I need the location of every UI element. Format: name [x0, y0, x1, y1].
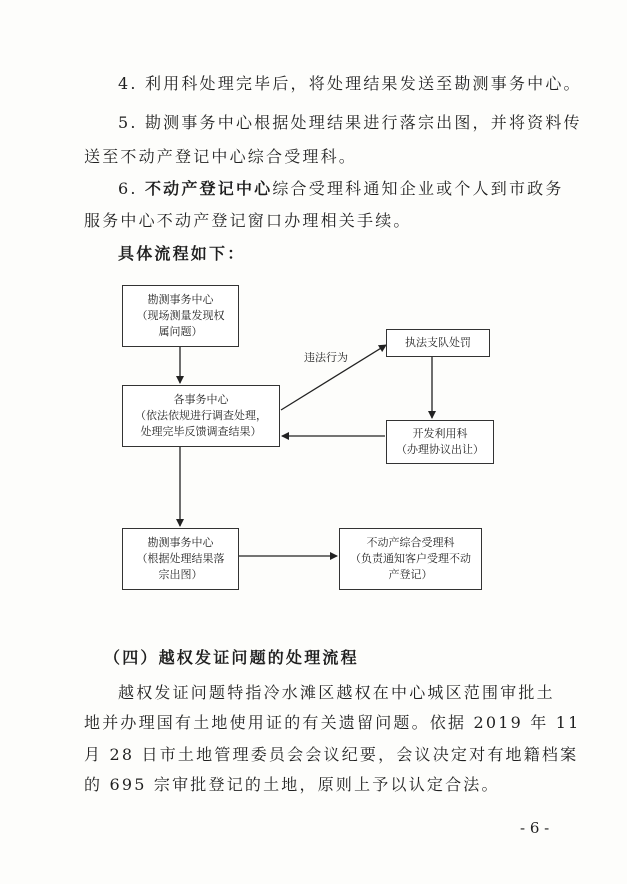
- node-title: 各事务中心: [173, 393, 229, 406]
- node-title: 开发利用科: [412, 427, 468, 440]
- item-6-rest: 综合受理科通知企业或个人到市政务: [272, 179, 564, 198]
- edge-label-violation: 违法行为: [304, 351, 348, 364]
- node-desc-line: 处理完毕反馈调查结果）: [140, 425, 262, 438]
- node-desc-line: （办理协议出让）: [396, 443, 484, 456]
- node-each-center: [122, 385, 280, 447]
- page-number: - 6 -: [520, 819, 550, 837]
- node-development-office: [386, 420, 494, 464]
- paragraph-item-5-line2: 送至不动产登记中心综合受理科。: [84, 147, 358, 166]
- section-body-line2: 地并办理国有土地使用证的有关遗留问题。依据 2019 年 11: [84, 713, 581, 732]
- node-title: 不动产综合受理科: [366, 536, 455, 549]
- node-desc-line: 宗出图）: [158, 568, 203, 581]
- section-body-line1: 越权发证问题特指冷水滩区越权在中心城区范围审批土: [118, 683, 555, 702]
- node-title: 勘测事务中心: [147, 536, 214, 549]
- item-6-bold-org: 不动产登记中心: [144, 179, 273, 198]
- node-enforcement: [386, 329, 490, 357]
- node-survey-center-bottom: [122, 528, 239, 590]
- item-6-number: 6.: [118, 179, 145, 198]
- node-survey-center-top: [122, 285, 239, 347]
- section-heading: （四）越权发证问题的处理流程: [104, 648, 359, 667]
- node-title: 勘测事务中心: [147, 293, 214, 306]
- paragraph-item-4: 4. 利用科处理完毕后，将处理结果发送至勘测事务中心。: [118, 74, 582, 93]
- section-body-line4: 的 695 宗审批登记的土地，原则上予以认定合法。: [84, 775, 500, 794]
- node-desc-line: （根据处理结果落: [136, 552, 225, 565]
- node-registration-office: [339, 528, 482, 590]
- node-desc-line: （依法依规进行调查处理，: [135, 409, 267, 422]
- node-desc-line: （现场测量发现权: [136, 309, 225, 322]
- paragraph-item-6-line2: 服务中心不动产登记窗口办理相关手续。: [84, 211, 412, 230]
- paragraph-item-5-line1: 5. 勘测事务中心根据处理结果进行落宗出图，并将资料传: [118, 113, 582, 132]
- node-desc-line: 属问题）: [158, 325, 203, 338]
- section-body-line3: 月 28 日市土地管理委员会会议纪要，会议决定对有地籍档案: [84, 745, 579, 764]
- flow-intro-heading: 具体流程如下：: [118, 244, 246, 263]
- node-desc-line: （负责通知客户受理不动: [350, 552, 471, 565]
- node-title: 执法支队处罚: [405, 336, 471, 349]
- node-desc-line: 产登记）: [388, 568, 433, 581]
